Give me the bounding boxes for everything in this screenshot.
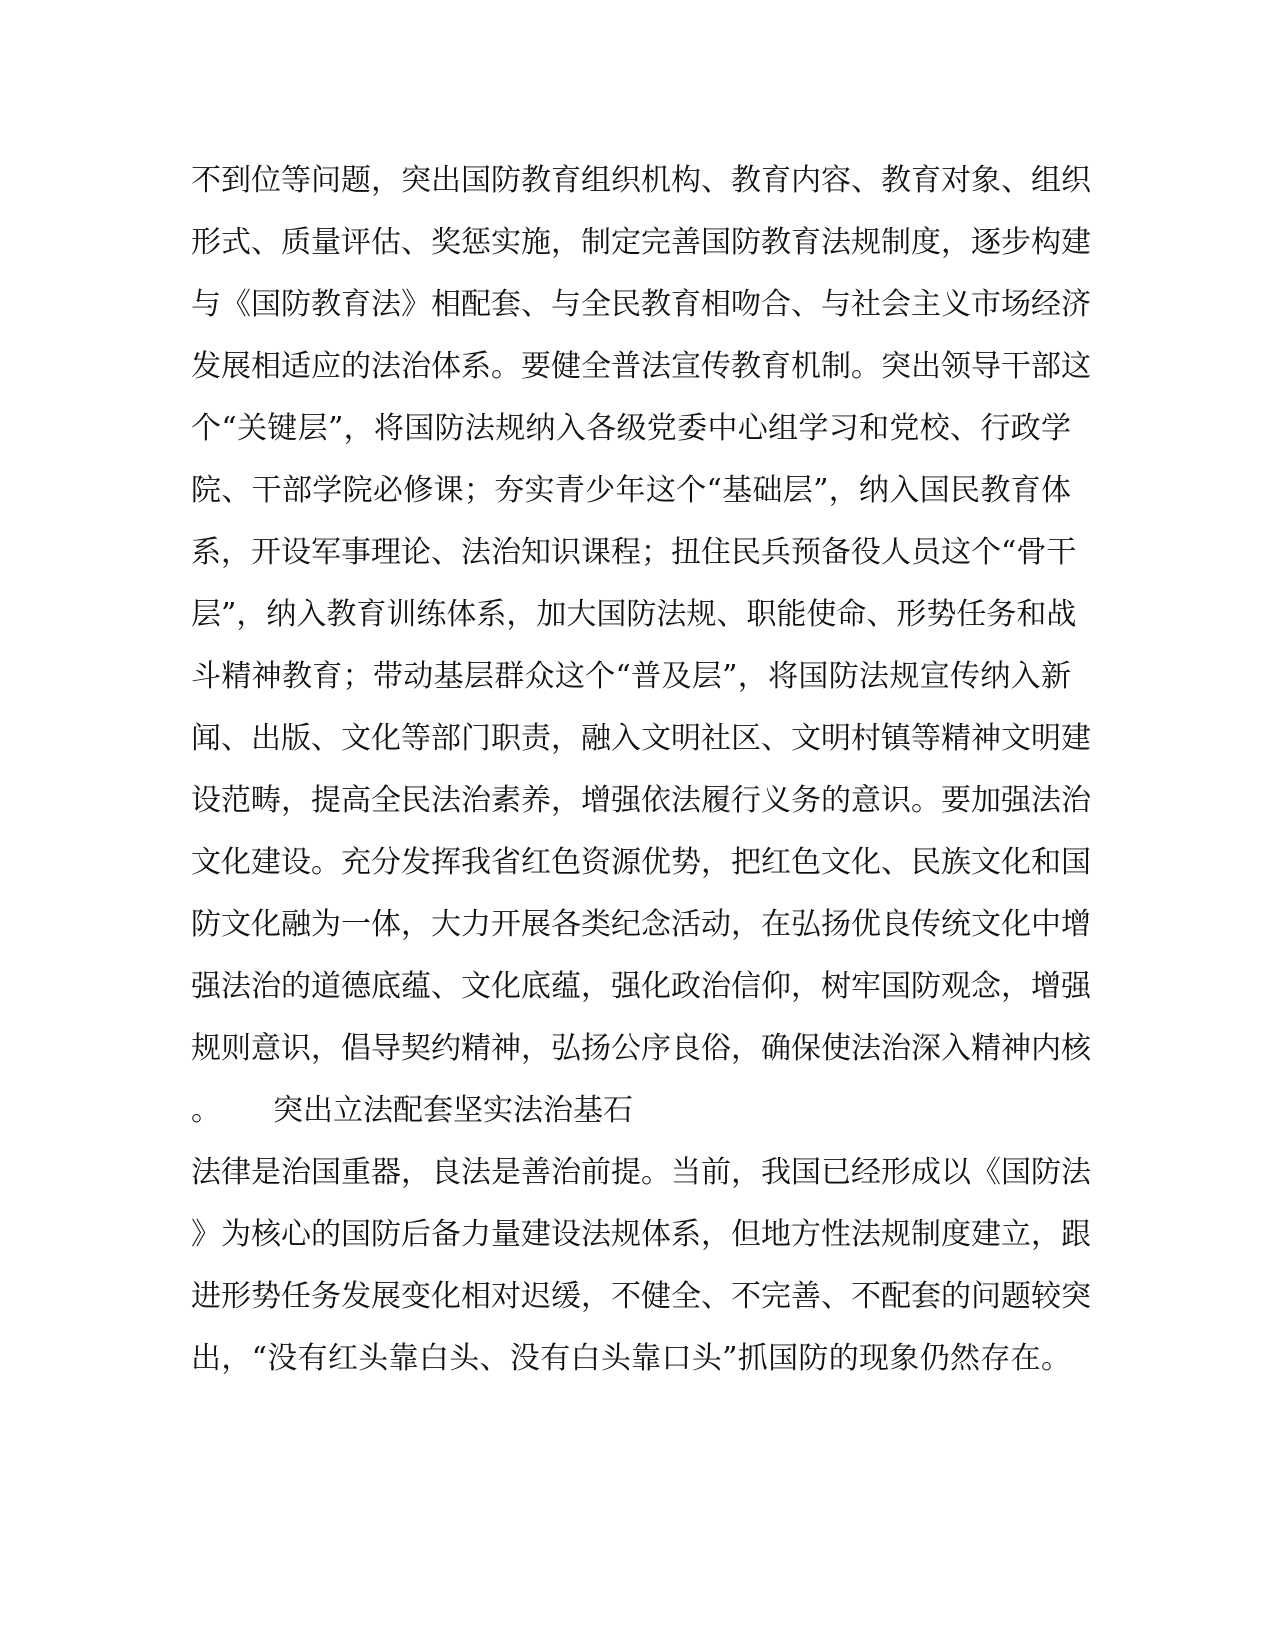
paragraph-ending-punctuation: 。 — [191, 1093, 221, 1128]
paragraph-line: 层”，纳入教育训练体系，加大国防法规、职能使命、形势任务和战 — [191, 597, 1077, 632]
paragraph-line: 形式、质量评估、奖惩实施，制定完善国防教育法规制度，逐步构建 — [191, 225, 1091, 260]
paragraph-line: 个“关键层”，将国防法规纳入各级党委中心组学习和党校、行政学 — [191, 411, 1071, 446]
paragraph-line: 进形势任务发展变化相对迟缓，不健全、不完善、不配套的问题较突 — [191, 1279, 1091, 1314]
paragraph-line: 发展相适应的法治体系。要健全普法宣传教育机制。突出领导干部这 — [191, 349, 1091, 384]
paragraph-line: 强法治的道德底蕴、文化底蕴，强化政治信仰，树牢国防观念，增强 — [191, 969, 1091, 1004]
section-heading-row — [191, 1091, 1071, 1131]
paragraph-line: 法律是治国重器，良法是善治前提。当前，我国已经形成以《国防法 — [191, 1155, 1091, 1190]
paragraph-line: 系，开设军事理论、法治知识课程；扭住民兵预备役人员这个“骨干 — [191, 535, 1077, 570]
paragraph-line: 防文化融为一体，大力开展各类纪念活动，在弘扬优良传统文化中增 — [191, 907, 1091, 942]
paragraph-line: 与《国防教育法》相配套、与全民教育相吻合、与社会主义市场经济 — [191, 287, 1091, 322]
paragraph-line: 》为核心的国防后备力量建设法规体系，但地方性法规制度建立，跟 — [191, 1217, 1091, 1252]
paragraph-line: 闻、出版、文化等部门职责，融入文明社区、文明村镇等精神文明建 — [191, 721, 1091, 756]
paragraph-line: 规则意识，倡导契约精神，弘扬公序良俗，确保使法治深入精神内核 — [191, 1031, 1091, 1066]
paragraph-line: 不到位等问题，突出国防教育组织机构、教育内容、教育对象、组织 — [191, 163, 1091, 198]
paragraph-line: 斗精神教育；带动基层群众这个“普及层”，将国防法规宣传纳入新 — [191, 659, 1071, 694]
paragraph-line: 文化建设。充分发挥我省红色资源优势，把红色文化、民族文化和国 — [191, 845, 1091, 880]
paragraph-line: 设范畴，提高全民法治素养，增强依法履行义务的意识。要加强法治 — [191, 783, 1091, 818]
paragraph-line: 院、干部学院必修课；夯实青少年这个“基础层”，纳入国民教育体 — [191, 473, 1071, 508]
section-heading: 突出立法配套坚实法治基石 — [273, 1093, 633, 1128]
paragraph-line: 出，“没有红头靠白头、没有白头靠口头”抓国防的现象仍然存在。 — [191, 1341, 1071, 1376]
